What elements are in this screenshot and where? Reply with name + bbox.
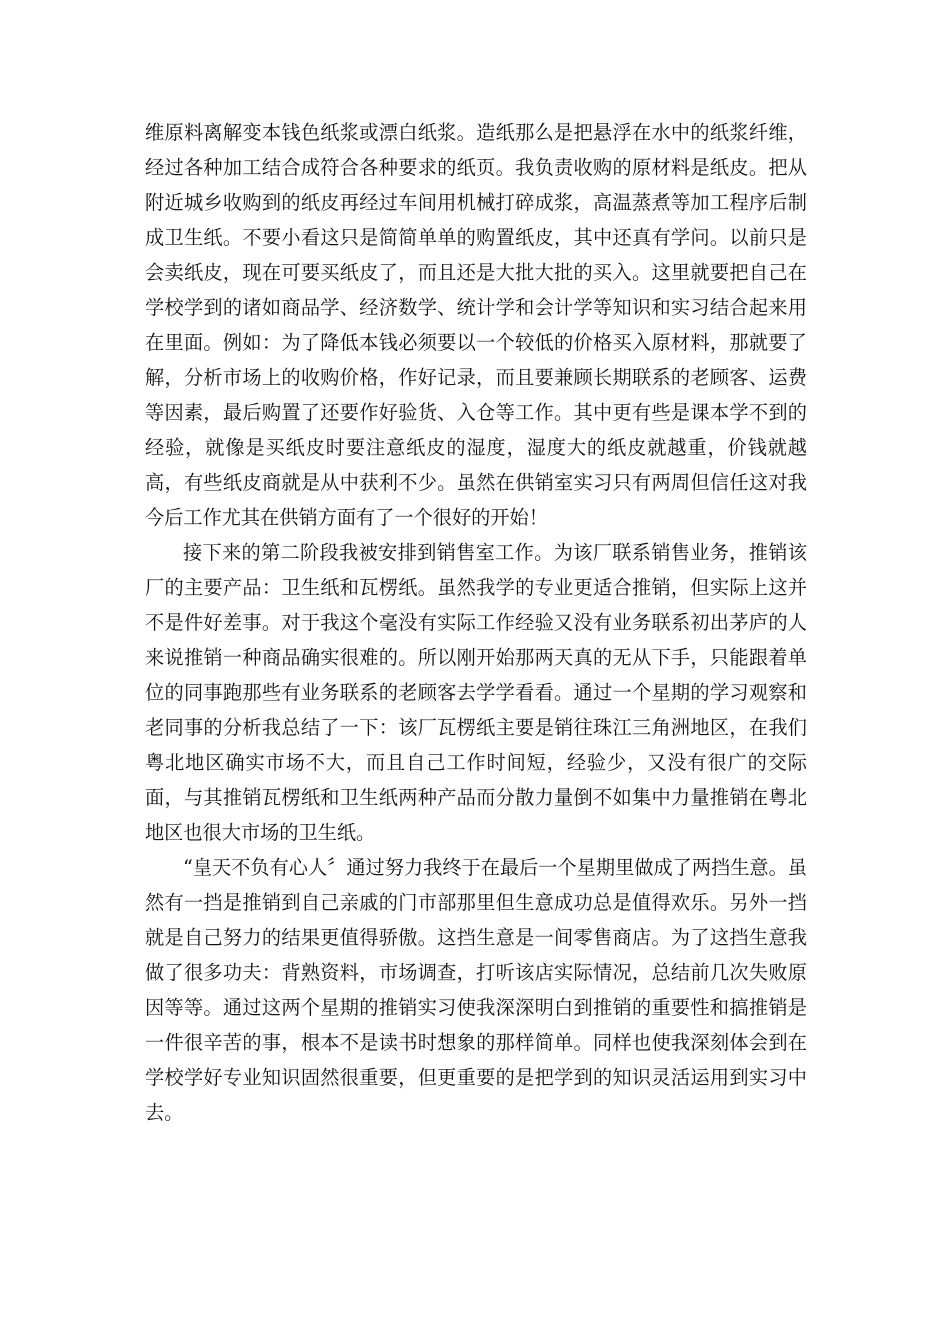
paragraph-success: “皇天不负有心人〞通过努力我终于在最后一个星期里做成了两挡生意。虽然有一挡是推销到自己亲戚的门市部那里但生意成功总是值得欢乐。另外一挡就是自己努力的结果更值得骄傲。这挡生意是一间零售商店。为了这挡生意我做了很多功夫：背熟资料，市场调查，打听该店实际情况，总结前几次失败原因等等。通过这两个星期的推销实习使我深深明白到推销的重要性和搞推销是一件很辛苦的事，根本不是读书时想象的那样简单。同样也使我深刻体会到在学校学好专业知识固然很重要，但更重要的是把学到的知识灵活运用到实习中去。 xyxy=(145,856,807,1124)
document-page xyxy=(145,115,807,1130)
paragraph-continuation: 维原料离解变本钱色纸浆或漂白纸浆。造纸那么是把悬浮在水中的纸浆纤维，经过各种加工结合成符合各种要求的纸页。我负责收购的原材料是纸皮。把从附近城乡收购到的纸皮再经过车间用机械打碎成浆，高温蒸煮等加工程序后制成卫生纸。不要小看这只是简简单单的购置纸皮，其中还真有学问。以前只是会卖纸皮，现在可要买纸皮了，而且还是大批大批的买入。这里就要把自己在学校学到的诸如商品学、经济数学、统计学和会计学等知识和实习结合起来用在里面。例如：为了降低本钱必须要以一个较低的价格买入原材料，那就要了解，分析市场上的收购价格，作好记录，而且要兼顾长期联系的老顾客、运费等因素，最后购置了还要作好验货、入仓等工作。其中更有些是课本学不到的经验，就像是买纸皮时要注意纸皮的湿度，湿度大的纸皮就越重，价钱就越高，有些纸皮商就是从中获利不少。虽然在供销室实习只有两周但信任这对我今后工作尤其在供销方面有了一个很好的开始！ xyxy=(145,121,807,529)
paragraph-sales-stage: 接下来的第二阶段我被安排到销售室工作。为该厂联系销售业务，推销该厂的主要产品：卫生纸和瓦楞纸。虽然我学的专业更适合推销，但实际上这并不是件好差事。对于我这个毫没有实际工作经验又没有业务联系初出茅庐的人来说推销一种商品确实很难的。所以刚开始那两天真的无从下手，只能跟着单位的同事跑那些有业务联系的老顾客去学学看看。通过一个星期的学习观察和老同事的分析我总结了一下：该厂瓦楞纸主要是销往珠江三角洲地区，在我们粤北地区确实市场不大，而且自己工作时间短，经验少，又没有很广的交际面，与其推销瓦楞纸和卫生纸两种产品而分散力量倒不如集中力量推销在粤北地区也很大市场的卫生纸。 xyxy=(145,541,807,844)
